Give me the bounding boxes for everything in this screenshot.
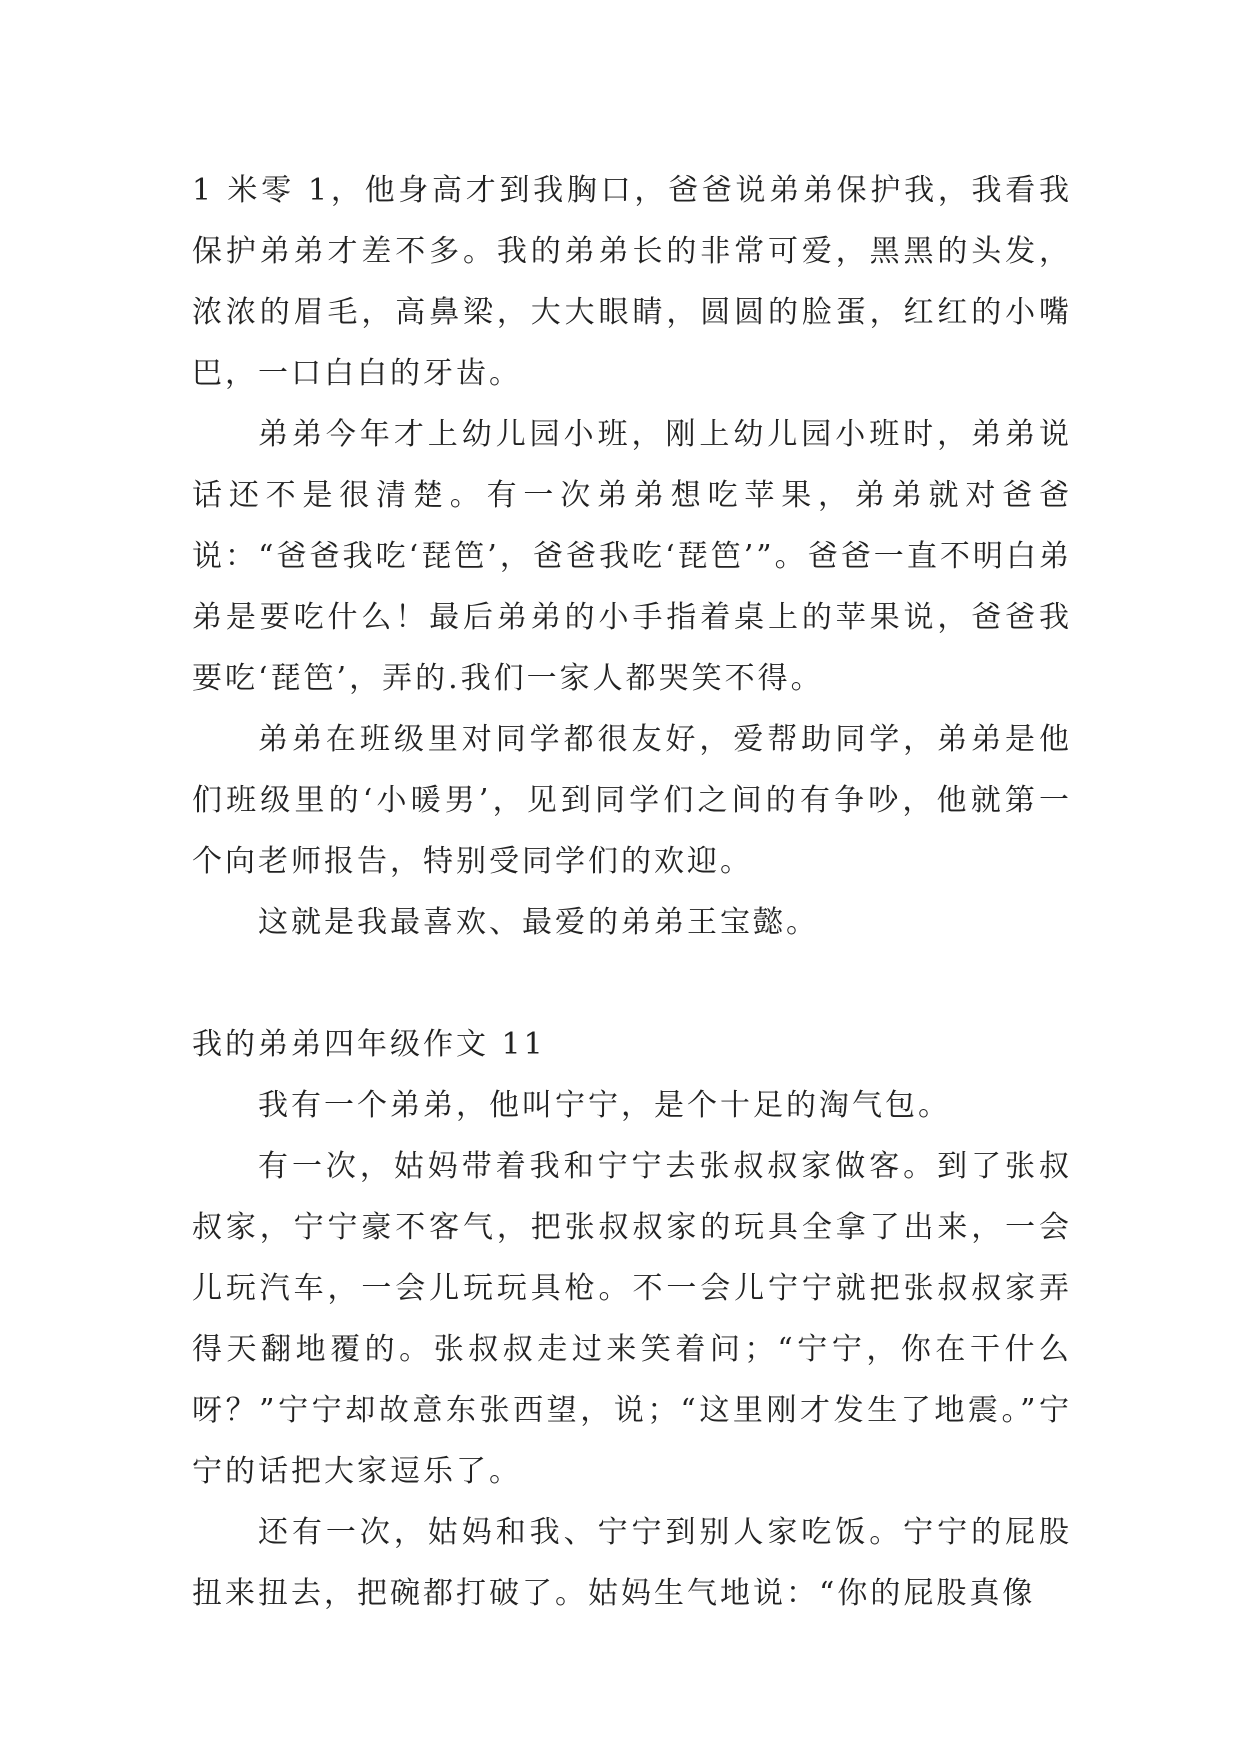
paragraph-2: 弟弟今年才上幼儿园小班，刚上幼儿园小班时，弟弟说话还不是很清楚。有一次弟弟想吃苹果，弟弟就对爸爸说：“爸爸我吃‘琵笆’，爸爸我吃‘琵笆’”。爸爸一直不明白弟弟是要吃什么！最后弟弟的小手指着桌上的苹果说，爸爸我要吃‘琵笆’，弄的.我们一家人都哭笑不得。	[192, 417, 1072, 696]
paragraph-6: 有一次，姑妈带着我和宁宁去张叔叔家做客。到了张叔叔家，宁宁豪不客气，把张叔叔家的玩具全拿了出来，一会儿玩汽车，一会儿玩玩具枪。不一会儿宁宁就把张叔叔家弄得天翻地覆的。张叔叔走过来笑着问；“宁宁，你在干什么呀？”宁宁却故意东张西望，说；“这里刚才发生了地震。”宁宁的话把大家逗乐了。	[192, 1149, 1072, 1489]
document-page	[192, 160, 1072, 1624]
paragraph-4: 这就是我最喜欢、最爱的弟弟王宝懿。	[258, 905, 819, 940]
paragraph-1: 1 米零 1，他身高才到我胸口，爸爸说弟弟保护我，我看我保护弟弟才差不多。我的弟弟长的非常可爱，黑黑的头发，浓浓的眉毛，高鼻梁，大大眼睛，圆圆的脸蛋，红红的小嘴巴，一口白白的牙齿。	[192, 173, 1072, 391]
section-title: 我的弟弟四年级作文 11	[192, 1027, 546, 1062]
paragraph-5: 我有一个弟弟，他叫宁宁，是个十足的淘气包。	[258, 1088, 951, 1123]
paragraph-7: 还有一次，姑妈和我、宁宁到别人家吃饭。宁宁的屁股扭来扭去，把碗都打破了。姑妈生气地说：“你的屁股真像	[192, 1515, 1072, 1611]
paragraph-3: 弟弟在班级里对同学都很友好，爱帮助同学，弟弟是他们班级里的‘小暖男’，见到同学们之间的有争吵，他就第一个向老师报告，特别受同学们的欢迎。	[192, 722, 1072, 879]
